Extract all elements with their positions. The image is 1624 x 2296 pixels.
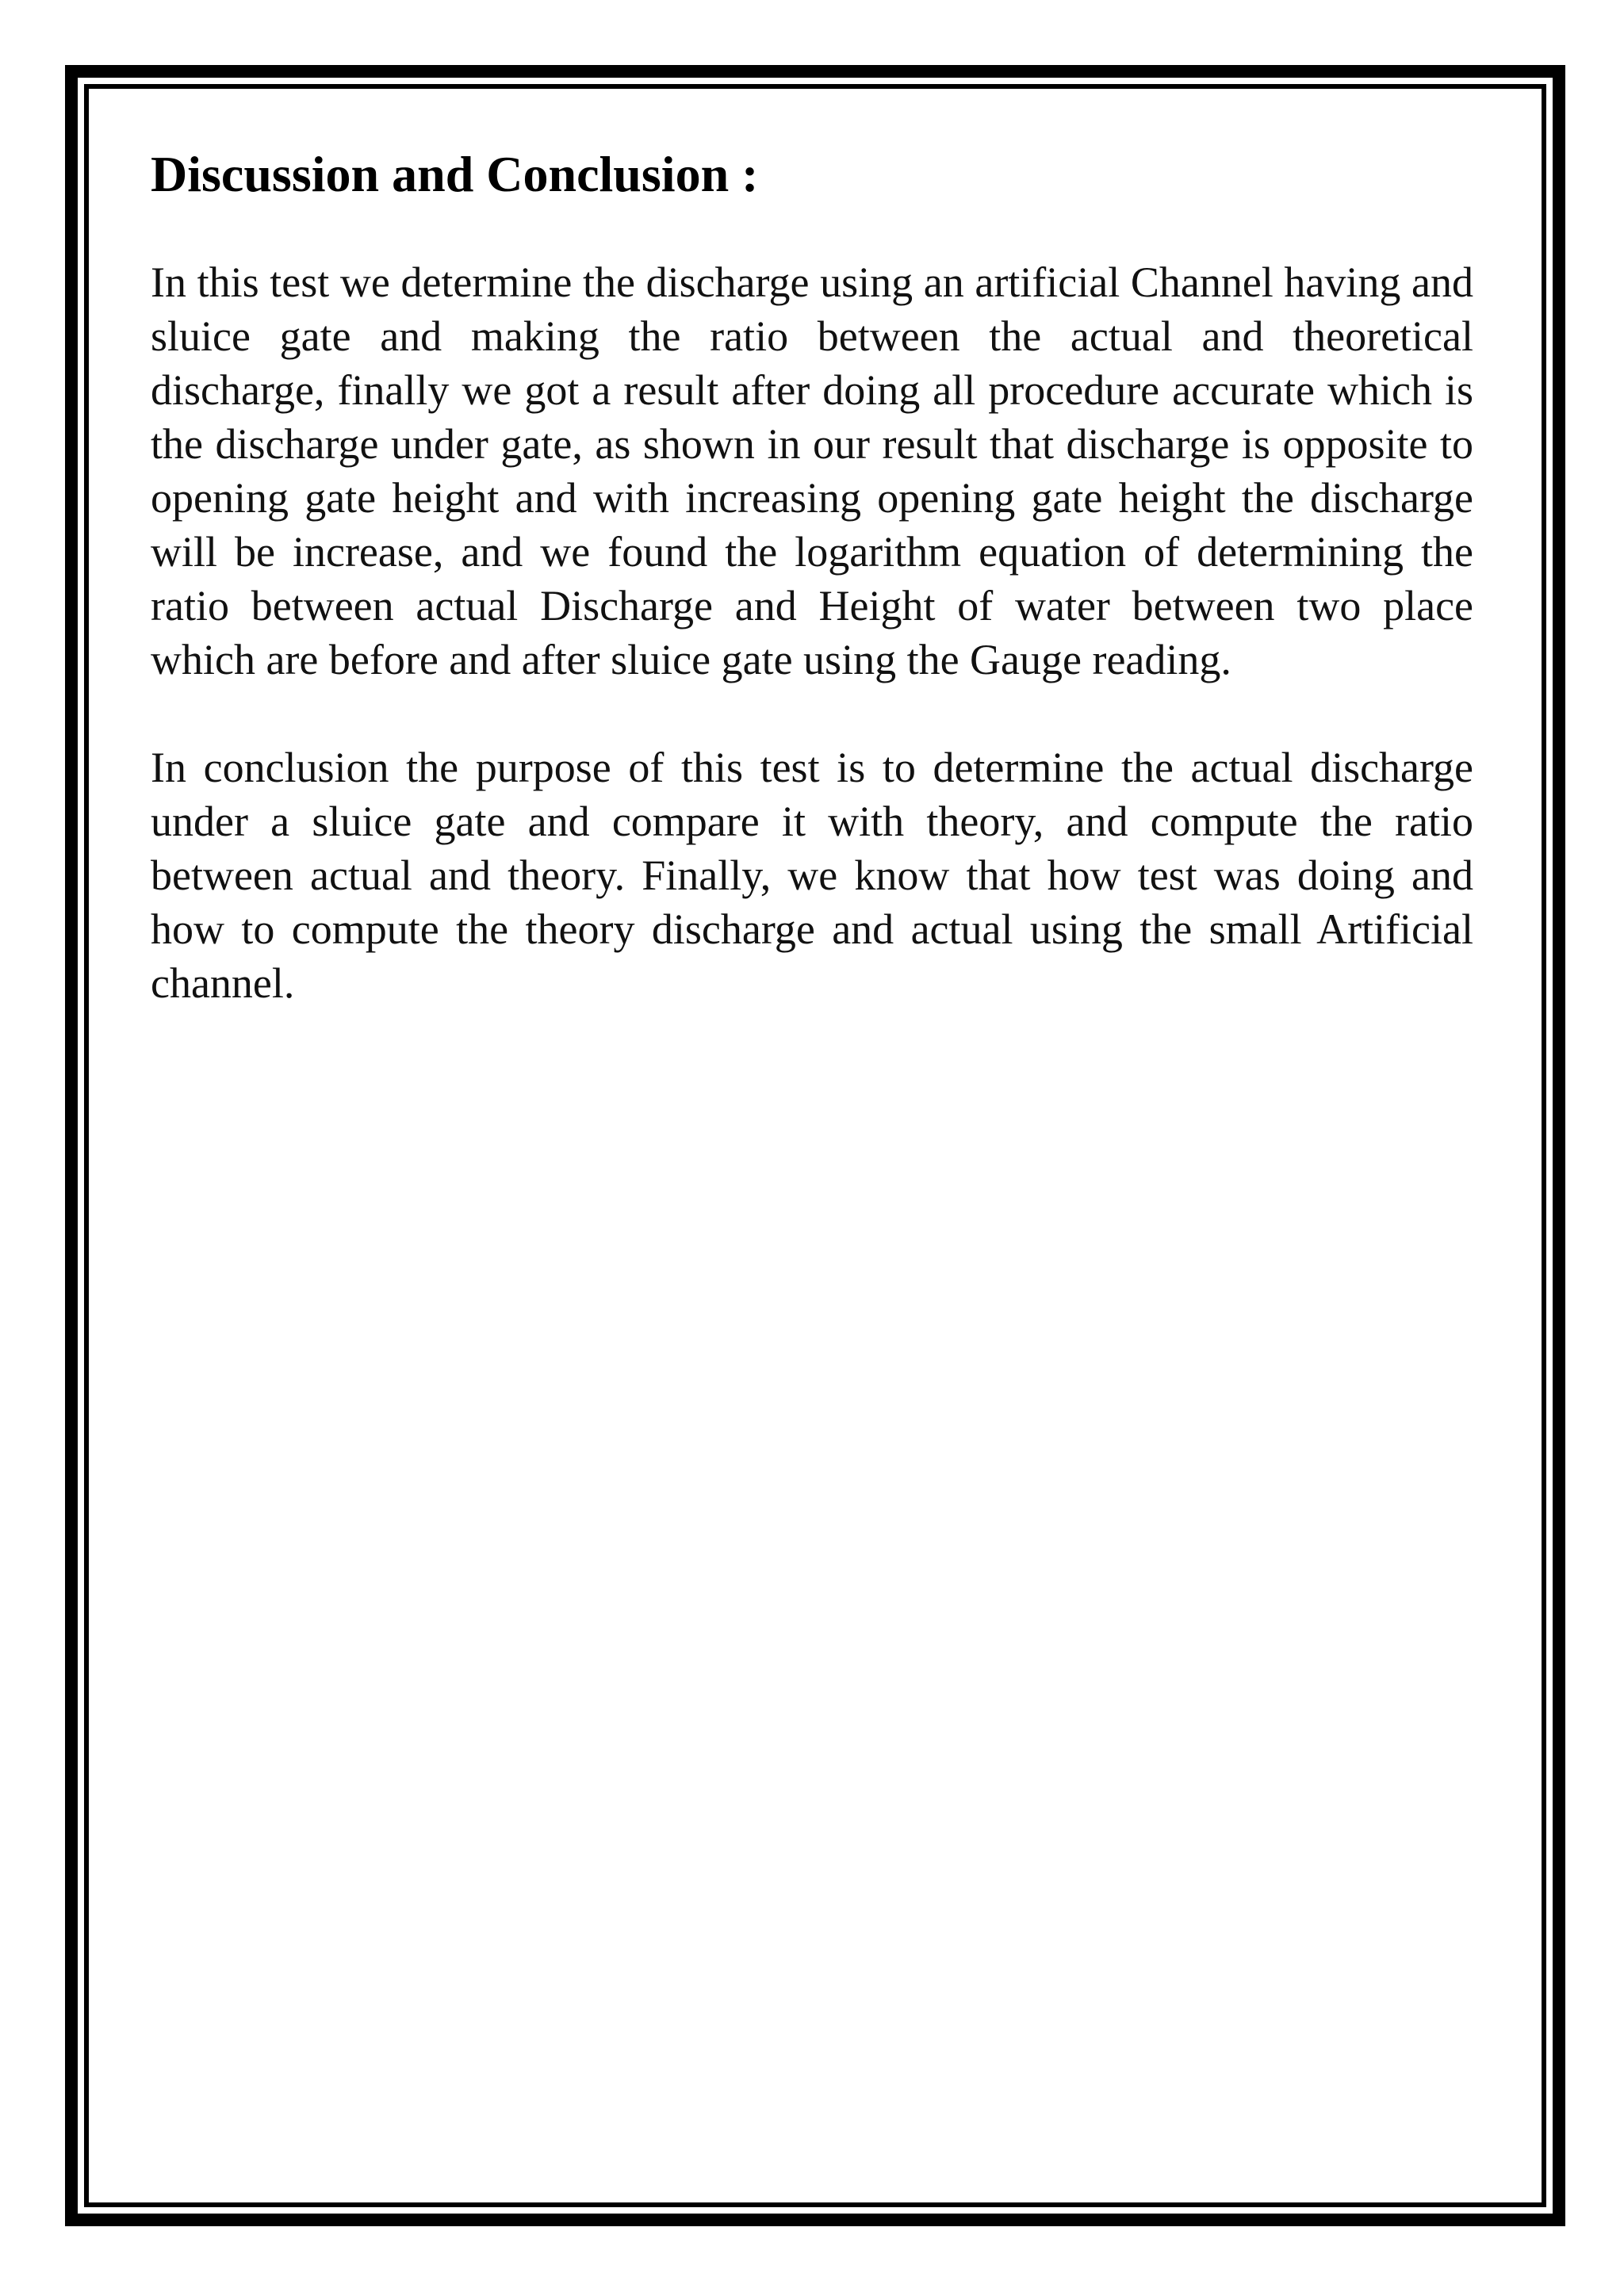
- discussion-paragraph: In this test we determine the discharge using an artificial Channel having and sluice gate and making the ratio between the actual and theoretical discharge, finally we got a result after doing all procedure accurate which is the discharge under gate, as shown in our result that discharge is opposite to opening gate height and with increasing opening gate height the discharge will be increase, and we found the logarithm equation of determining the ratio between actual Discharge and Height of water between two place which are before and after sluice gate using the Gauge reading.: [151, 258, 1473, 683]
- document-body: [151, 143, 1473, 1010]
- section-heading: Discussion and Conclusion :: [151, 146, 759, 202]
- conclusion-paragraph: In conclusion the purpose of this test is to determine the actual discharge under a sluice gate and compare it with theory, and compute the ratio between actual and theory. Finally, we know that how test was doing and how to compute the theory discharge and actual using the small Artificial channel.: [151, 744, 1473, 1007]
